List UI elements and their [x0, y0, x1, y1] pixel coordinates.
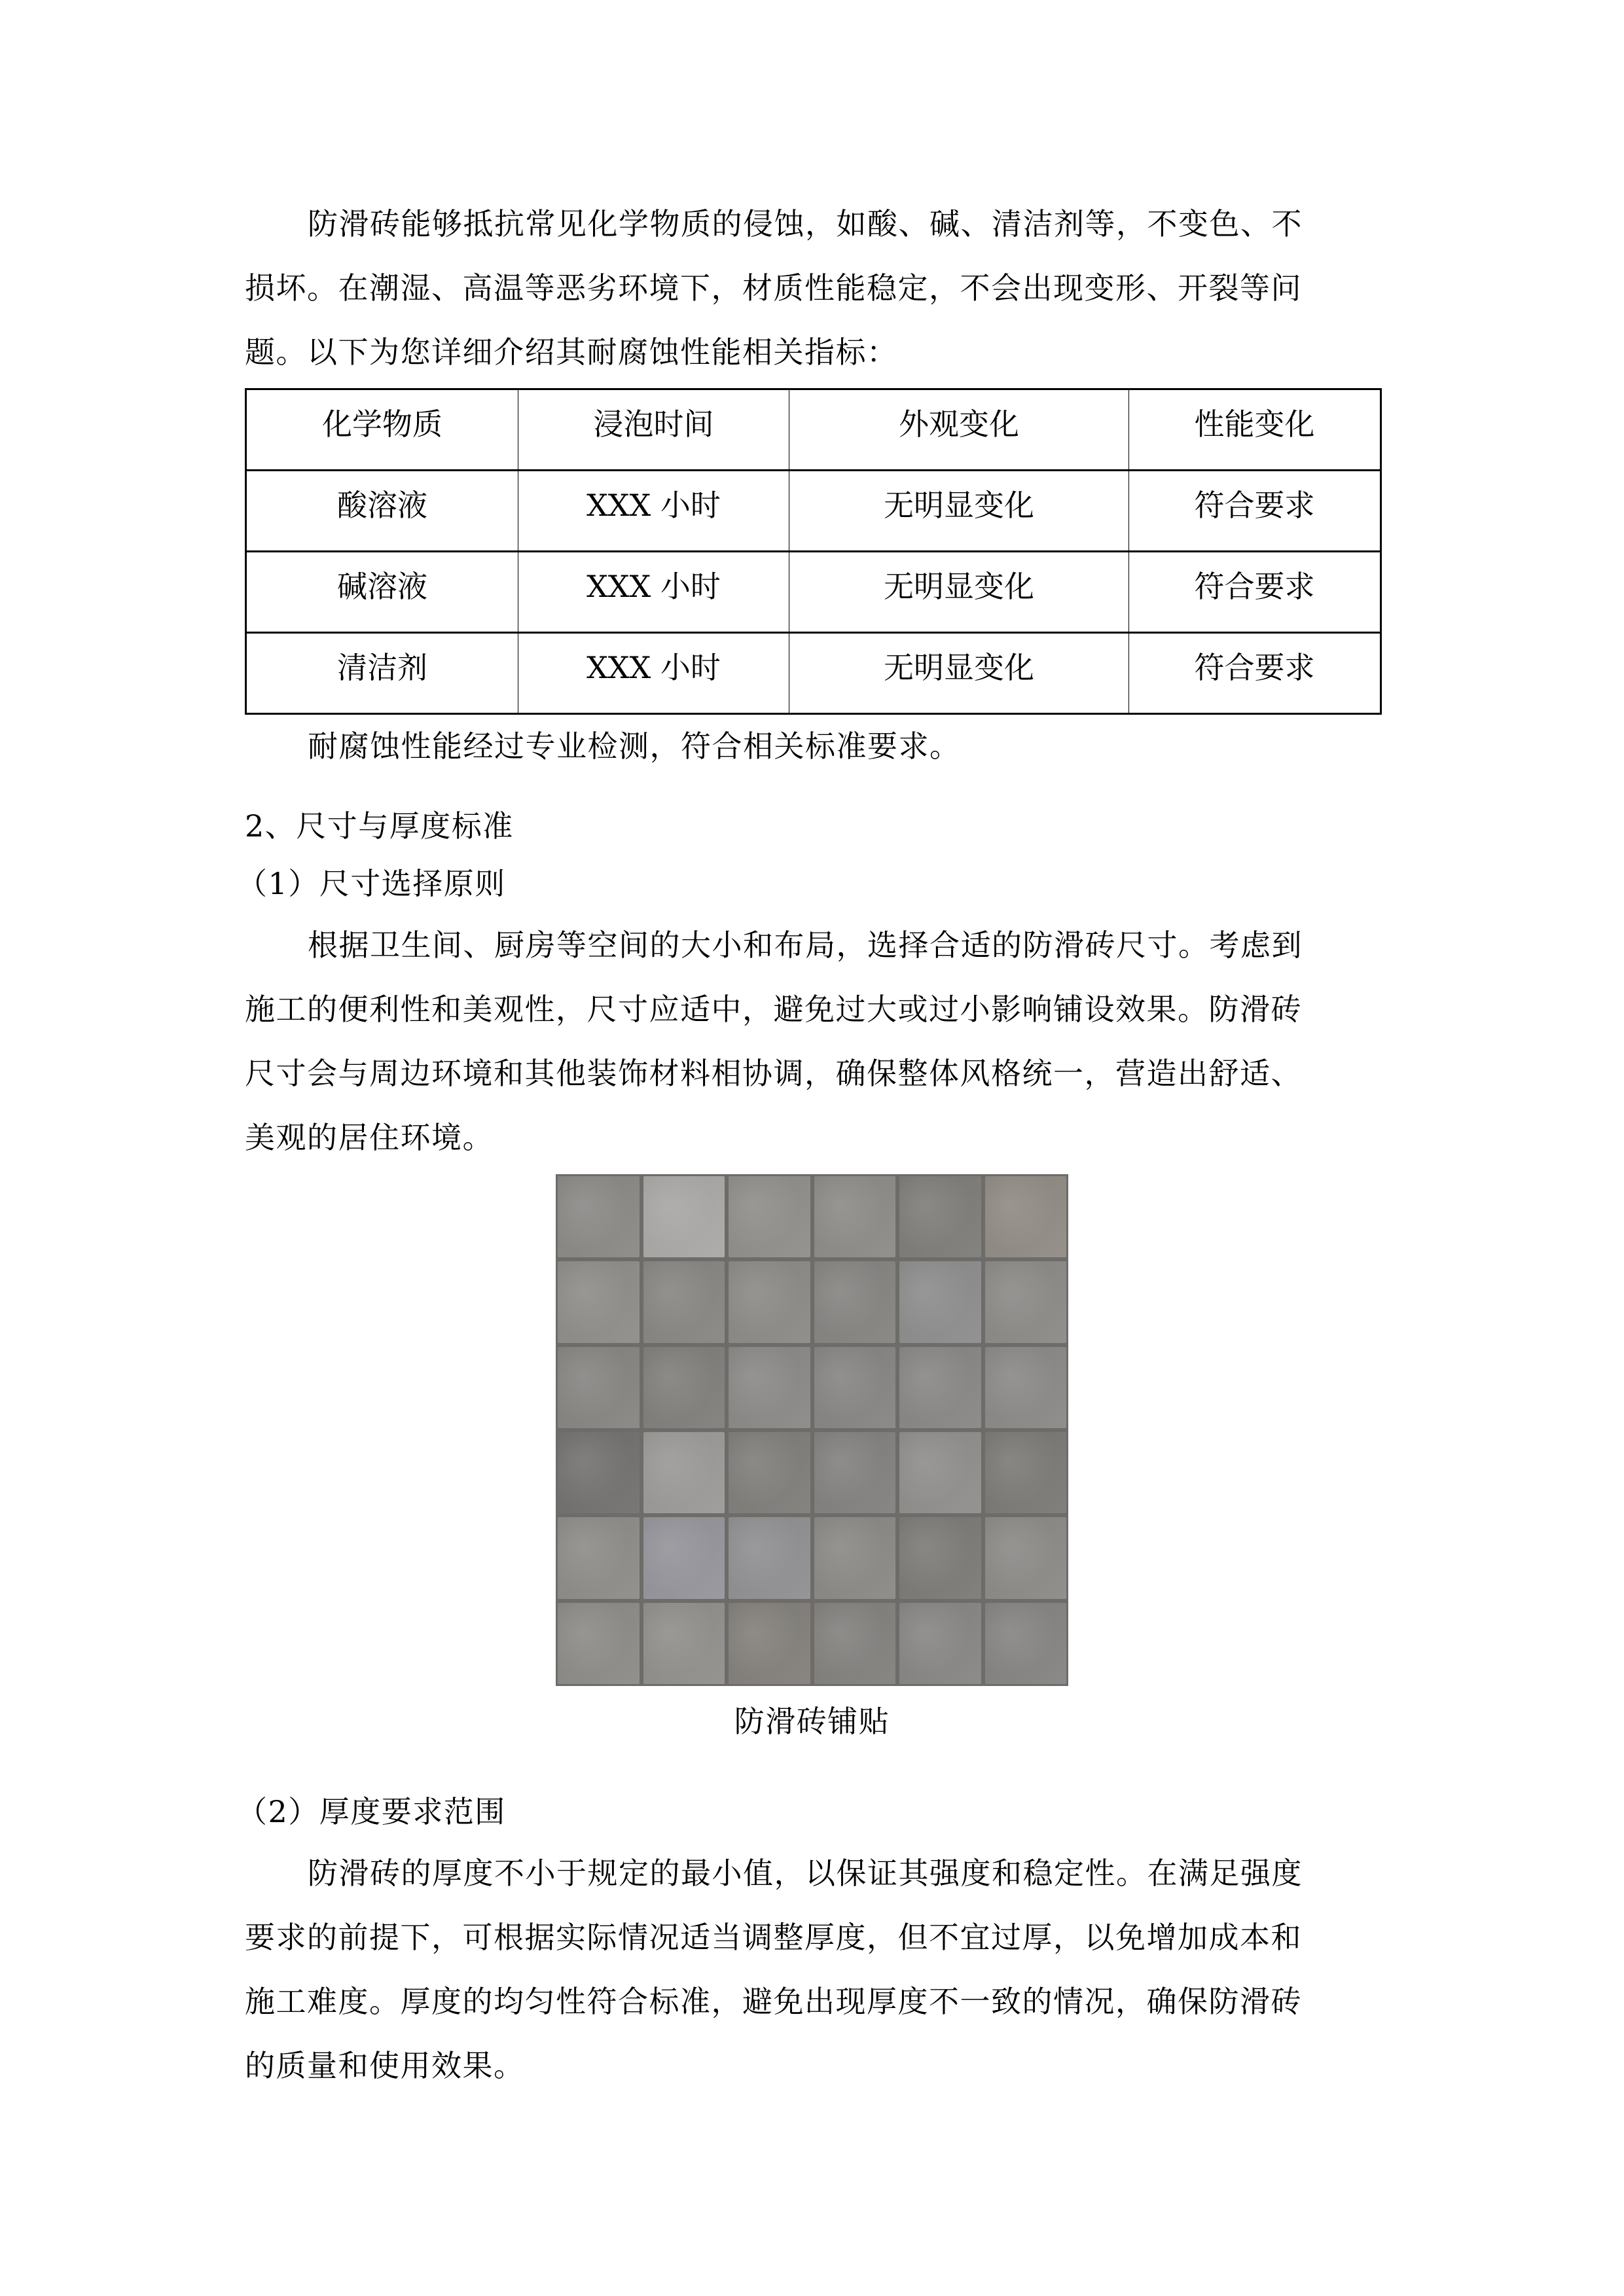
table-header-row	[246, 389, 1381, 471]
thickness-paragraph-line-1: 防滑砖的厚度不小于规定的最小值，以保证其强度和稳定性。在满足强度	[308, 1856, 1303, 1891]
cell-soak-time: XXX 小时	[518, 633, 789, 714]
stone-tile	[729, 1347, 810, 1428]
cell-performance: 符合要求	[1129, 633, 1381, 714]
size-paragraph-line-3: 尺寸会与周边环境和其他装饰材料相协调，确保整体风格统一，营造出舒适、	[245, 1056, 1302, 1091]
size-paragraph-line-2: 施工的便利性和美观性，尺寸应适中，避免过大或过小影响铺设效果。防滑砖	[245, 992, 1302, 1027]
cell-soak-time: XXX 小时	[518, 552, 789, 633]
size-paragraph-line-4: 美观的居住环境。	[245, 1120, 494, 1155]
stone-tile	[814, 1517, 896, 1598]
stone-tile	[899, 1603, 981, 1684]
stone-tile	[899, 1517, 981, 1598]
stone-tile	[899, 1347, 981, 1428]
anti-slip-tile-image	[556, 1174, 1068, 1686]
stone-tile	[814, 1176, 896, 1257]
intro-line-1: 防滑砖能够抵抗常见化学物质的侵蚀，如酸、碱、清洁剂等，不变色、不	[308, 206, 1303, 242]
stone-tile	[729, 1176, 810, 1257]
table-row	[246, 471, 1381, 552]
corrosion-resistance-table	[245, 388, 1382, 715]
stone-tile	[558, 1517, 640, 1598]
stone-tile	[729, 1517, 810, 1598]
intro-line-3: 题。以下为您详细介绍其耐腐蚀性能相关指标：	[245, 334, 898, 370]
stone-tile	[558, 1432, 640, 1513]
stone-tile	[643, 1517, 725, 1598]
thickness-paragraph-line-3: 施工难度。厚度的均匀性符合标准，避免出现厚度不一致的情况，确保防滑砖	[245, 1984, 1302, 2019]
stone-tile	[985, 1603, 1067, 1684]
stone-tile	[558, 1603, 640, 1684]
stone-tile	[643, 1347, 725, 1428]
stone-tile	[899, 1176, 981, 1257]
stone-tile	[643, 1603, 725, 1684]
cell-chemical: 清洁剂	[246, 633, 518, 714]
figure-caption: 防滑砖铺贴	[734, 1704, 890, 1739]
stone-tile	[814, 1603, 896, 1684]
stone-tile	[729, 1603, 810, 1684]
section-heading: 2、尺寸与厚度标准	[245, 808, 514, 844]
cell-performance: 符合要求	[1129, 471, 1381, 552]
stone-tile	[558, 1176, 640, 1257]
cell-appearance: 无明显变化	[789, 471, 1129, 552]
thickness-paragraph-line-2: 要求的前提下，可根据实际情况适当调整厚度，但不宜过厚，以免增加成本和	[245, 1920, 1302, 1955]
stone-tile	[985, 1176, 1067, 1257]
stone-tile	[558, 1261, 640, 1342]
header-cell-appearance: 外观变化	[789, 389, 1129, 471]
size-paragraph-line-1: 根据卫生间、厨房等空间的大小和布局，选择合适的防滑砖尺寸。考虑到	[308, 927, 1303, 963]
table-row	[246, 633, 1381, 714]
cell-soak-time: XXX 小时	[518, 471, 789, 552]
thickness-paragraph-line-4: 的质量和使用效果。	[245, 2048, 525, 2083]
subsection-heading-1: （1）尺寸选择原则	[237, 866, 506, 901]
cell-chemical: 酸溶液	[246, 471, 518, 552]
stone-tile	[729, 1432, 810, 1513]
stone-tile	[729, 1261, 810, 1342]
cell-appearance: 无明显变化	[789, 633, 1129, 714]
intro-line-2: 损坏。在潮湿、高温等恶劣环境下，材质性能稳定，不会出现变形、开裂等问	[245, 270, 1302, 306]
stone-tile	[558, 1347, 640, 1428]
table-row	[246, 552, 1381, 633]
after-table-note: 耐腐蚀性能经过专业检测，符合相关标准要求。	[308, 728, 961, 764]
stone-tile	[643, 1432, 725, 1513]
header-cell-performance: 性能变化	[1129, 389, 1381, 471]
cell-chemical: 碱溶液	[246, 552, 518, 633]
stone-tile	[643, 1261, 725, 1342]
stone-tile	[899, 1432, 981, 1513]
cell-performance: 符合要求	[1129, 552, 1381, 633]
stone-tile	[899, 1261, 981, 1342]
header-cell-chemical: 化学物质	[246, 389, 518, 471]
stone-tile	[985, 1261, 1067, 1342]
stone-tile	[814, 1261, 896, 1342]
stone-tile	[814, 1347, 896, 1428]
stone-tile	[814, 1432, 896, 1513]
stone-tile	[985, 1347, 1067, 1428]
cell-appearance: 无明显变化	[789, 552, 1129, 633]
stone-tile	[985, 1432, 1067, 1513]
subsection-heading-2: （2）厚度要求范围	[237, 1794, 506, 1829]
header-cell-soak-time: 浸泡时间	[518, 389, 789, 471]
stone-tile	[643, 1176, 725, 1257]
stone-tile	[985, 1517, 1067, 1598]
